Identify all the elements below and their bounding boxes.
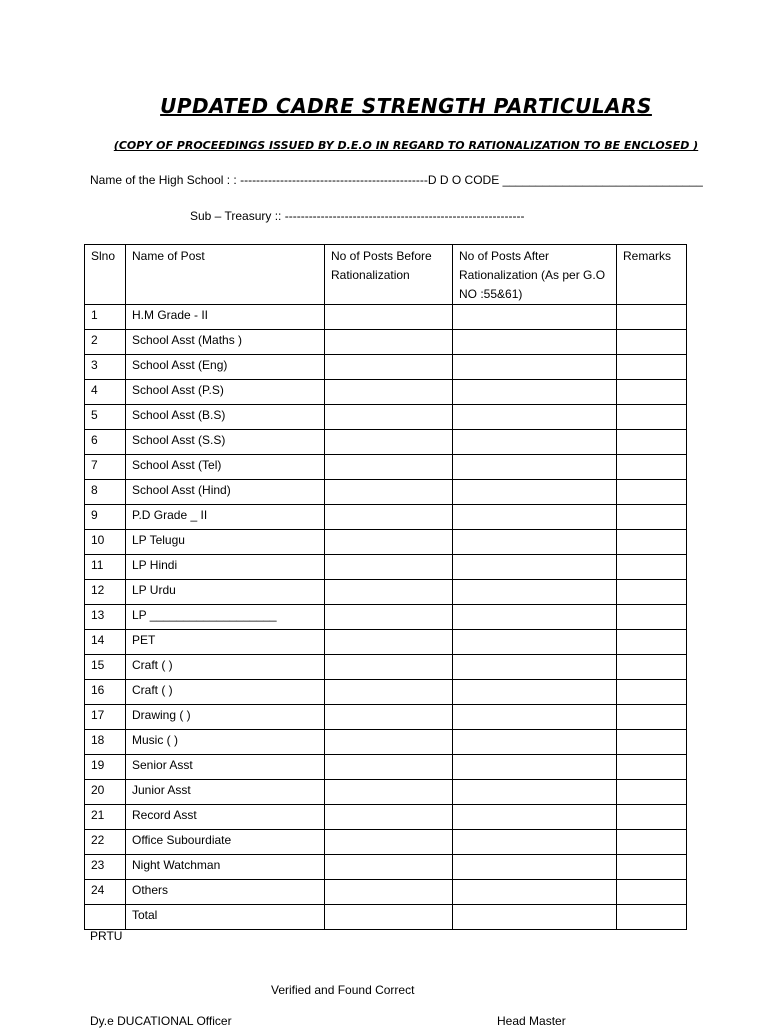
cell-posts-before[interactable] bbox=[325, 555, 453, 580]
cell-remarks[interactable] bbox=[617, 880, 687, 905]
cell-posts-after[interactable] bbox=[453, 905, 617, 930]
cell-posts-after[interactable] bbox=[453, 705, 617, 730]
cell-posts-after[interactable] bbox=[453, 505, 617, 530]
table-row bbox=[85, 655, 687, 680]
cell-slno: 9 bbox=[85, 505, 126, 530]
cell-slno: 7 bbox=[85, 455, 126, 480]
cell-name-of-post: School Asst (P.S) bbox=[126, 380, 325, 405]
cell-slno: 22 bbox=[85, 830, 126, 855]
cell-posts-after[interactable] bbox=[453, 630, 617, 655]
cell-remarks[interactable] bbox=[617, 605, 687, 630]
cell-name-of-post: LP Telugu bbox=[126, 530, 325, 555]
header-slno: Slno bbox=[85, 245, 126, 305]
cell-posts-after[interactable] bbox=[453, 805, 617, 830]
cell-remarks[interactable] bbox=[617, 305, 687, 330]
cell-posts-before[interactable] bbox=[325, 580, 453, 605]
cell-slno: 10 bbox=[85, 530, 126, 555]
table-row bbox=[85, 580, 687, 605]
table-row bbox=[85, 330, 687, 355]
cell-remarks[interactable] bbox=[617, 655, 687, 680]
table-row bbox=[85, 880, 687, 905]
cell-remarks[interactable] bbox=[617, 480, 687, 505]
document-title: UPDATED CADRE STRENGTH PARTICULARS bbox=[160, 94, 652, 118]
cell-posts-after[interactable] bbox=[453, 355, 617, 380]
cell-posts-after[interactable] bbox=[453, 430, 617, 455]
cell-name-of-post: Office Subourdiate bbox=[126, 830, 325, 855]
cell-posts-after[interactable] bbox=[453, 455, 617, 480]
cell-remarks[interactable] bbox=[617, 405, 687, 430]
header-posts-after: No of Posts After Rationalization (As per G.O NO :55&61) bbox=[453, 245, 617, 305]
cell-posts-after[interactable] bbox=[453, 405, 617, 430]
cell-remarks[interactable] bbox=[617, 505, 687, 530]
cell-posts-before[interactable] bbox=[325, 680, 453, 705]
cell-name-of-post: Total bbox=[126, 905, 325, 930]
table-row bbox=[85, 705, 687, 730]
cell-slno: 6 bbox=[85, 430, 126, 455]
cell-name-of-post: School Asst (Eng) bbox=[126, 355, 325, 380]
cell-name-of-post: LP Hindi bbox=[126, 555, 325, 580]
cell-slno: 11 bbox=[85, 555, 126, 580]
cell-name-of-post: LP ___________________ bbox=[126, 605, 325, 630]
cell-posts-before[interactable] bbox=[325, 480, 453, 505]
cell-posts-before[interactable] bbox=[325, 355, 453, 380]
table-body bbox=[85, 305, 687, 930]
cell-remarks[interactable] bbox=[617, 855, 687, 880]
table-row bbox=[85, 830, 687, 855]
cell-posts-after[interactable] bbox=[453, 580, 617, 605]
cell-slno: 12 bbox=[85, 580, 126, 605]
table-row bbox=[85, 355, 687, 380]
cell-slno: 4 bbox=[85, 380, 126, 405]
table-row bbox=[85, 905, 687, 930]
cell-posts-before[interactable] bbox=[325, 780, 453, 805]
cell-slno: 23 bbox=[85, 855, 126, 880]
cell-slno: 2 bbox=[85, 330, 126, 355]
cell-posts-before[interactable] bbox=[325, 830, 453, 855]
cadre-strength-table bbox=[84, 244, 687, 930]
table-row bbox=[85, 680, 687, 705]
table-row bbox=[85, 430, 687, 455]
cell-posts-before[interactable] bbox=[325, 855, 453, 880]
cell-remarks[interactable] bbox=[617, 530, 687, 555]
cell-remarks[interactable] bbox=[617, 905, 687, 930]
cell-posts-before[interactable] bbox=[325, 705, 453, 730]
cell-name-of-post: Others bbox=[126, 880, 325, 905]
cell-name-of-post: School Asst (Maths ) bbox=[126, 330, 325, 355]
table-row bbox=[85, 455, 687, 480]
table-row bbox=[85, 530, 687, 555]
cell-posts-after[interactable] bbox=[453, 730, 617, 755]
cell-remarks[interactable] bbox=[617, 705, 687, 730]
cell-name-of-post: Record Asst bbox=[126, 805, 325, 830]
cell-posts-before[interactable] bbox=[325, 305, 453, 330]
cell-name-of-post: School Asst (S.S) bbox=[126, 430, 325, 455]
cell-posts-before[interactable] bbox=[325, 505, 453, 530]
cell-posts-after[interactable] bbox=[453, 780, 617, 805]
cell-posts-after[interactable] bbox=[453, 880, 617, 905]
cell-posts-after[interactable] bbox=[453, 855, 617, 880]
cell-posts-before[interactable] bbox=[325, 405, 453, 430]
table-header-row bbox=[85, 245, 687, 305]
cell-posts-before[interactable] bbox=[325, 430, 453, 455]
table-row bbox=[85, 555, 687, 580]
cell-remarks[interactable] bbox=[617, 780, 687, 805]
cell-remarks[interactable] bbox=[617, 755, 687, 780]
cell-remarks[interactable] bbox=[617, 730, 687, 755]
head-master-signature-label: Head Master bbox=[497, 1014, 566, 1028]
header-remarks: Remarks bbox=[617, 245, 687, 305]
cell-slno: 1 bbox=[85, 305, 126, 330]
cell-slno: 21 bbox=[85, 805, 126, 830]
cell-slno: 17 bbox=[85, 705, 126, 730]
prtu-label: PRTU bbox=[90, 929, 123, 943]
cell-posts-after[interactable] bbox=[453, 830, 617, 855]
cell-name-of-post: P.D Grade _ II bbox=[126, 505, 325, 530]
cell-posts-before[interactable] bbox=[325, 880, 453, 905]
sub-treasury-line: Sub – Treasury :: ------------------------------------------------------------ bbox=[190, 209, 525, 223]
cell-remarks[interactable] bbox=[617, 330, 687, 355]
header-name-of-post: Name of Post bbox=[126, 245, 325, 305]
cell-remarks[interactable] bbox=[617, 630, 687, 655]
cell-remarks[interactable] bbox=[617, 680, 687, 705]
cell-slno: 20 bbox=[85, 780, 126, 805]
cell-posts-after[interactable] bbox=[453, 380, 617, 405]
cell-posts-before[interactable] bbox=[325, 630, 453, 655]
table-row bbox=[85, 780, 687, 805]
cell-name-of-post: H.M Grade - II bbox=[126, 305, 325, 330]
cell-name-of-post: School Asst (Hind) bbox=[126, 480, 325, 505]
table-row bbox=[85, 480, 687, 505]
cell-posts-after[interactable] bbox=[453, 305, 617, 330]
cell-name-of-post: Senior Asst bbox=[126, 755, 325, 780]
cell-posts-after[interactable] bbox=[453, 530, 617, 555]
cell-slno: 13 bbox=[85, 605, 126, 630]
cell-slno bbox=[85, 905, 126, 930]
cell-name-of-post: Junior Asst bbox=[126, 780, 325, 805]
cell-posts-before[interactable] bbox=[325, 805, 453, 830]
cell-posts-before[interactable] bbox=[325, 755, 453, 780]
cell-slno: 14 bbox=[85, 630, 126, 655]
cell-posts-before[interactable] bbox=[325, 330, 453, 355]
table-row bbox=[85, 755, 687, 780]
cell-posts-before[interactable] bbox=[325, 530, 453, 555]
cell-name-of-post: School Asst (B.S) bbox=[126, 405, 325, 430]
deo-signature-label: Dy.e DUCATIONAL Officer bbox=[90, 1014, 232, 1028]
cell-remarks[interactable] bbox=[617, 555, 687, 580]
cell-slno: 19 bbox=[85, 755, 126, 780]
cell-name-of-post: Night Watchman bbox=[126, 855, 325, 880]
cell-posts-before[interactable] bbox=[325, 655, 453, 680]
cell-slno: 8 bbox=[85, 480, 126, 505]
cell-posts-after[interactable] bbox=[453, 480, 617, 505]
cell-posts-after[interactable] bbox=[453, 555, 617, 580]
cell-remarks[interactable] bbox=[617, 380, 687, 405]
cell-remarks[interactable] bbox=[617, 430, 687, 455]
cell-posts-after[interactable] bbox=[453, 605, 617, 630]
cell-posts-before[interactable] bbox=[325, 455, 453, 480]
cell-remarks[interactable] bbox=[617, 805, 687, 830]
cell-slno: 3 bbox=[85, 355, 126, 380]
document-subtitle: (COPY OF PROCEEDINGS ISSUED BY D.E.O IN REGARD TO RATIONALIZATION TO BE ENCLOSED ) bbox=[113, 139, 699, 152]
cell-posts-after[interactable] bbox=[453, 655, 617, 680]
table-row bbox=[85, 855, 687, 880]
cell-name-of-post: Craft ( ) bbox=[126, 655, 325, 680]
cell-slno: 5 bbox=[85, 405, 126, 430]
school-name-line: Name of the High School : : -----------------------------------------------D D O CODE ______________________________ bbox=[90, 173, 703, 187]
cell-name-of-post: LP Urdu bbox=[126, 580, 325, 605]
cell-remarks[interactable] bbox=[617, 830, 687, 855]
cell-posts-after[interactable] bbox=[453, 755, 617, 780]
cell-name-of-post: Music ( ) bbox=[126, 730, 325, 755]
cell-posts-after[interactable] bbox=[453, 330, 617, 355]
table-row bbox=[85, 405, 687, 430]
cell-posts-before[interactable] bbox=[325, 905, 453, 930]
cell-remarks[interactable] bbox=[617, 580, 687, 605]
cell-posts-after[interactable] bbox=[453, 680, 617, 705]
table-row bbox=[85, 805, 687, 830]
verified-statement: Verified and Found Correct bbox=[271, 983, 415, 997]
cell-posts-before[interactable] bbox=[325, 730, 453, 755]
cell-remarks[interactable] bbox=[617, 355, 687, 380]
cell-name-of-post: School Asst (Tel) bbox=[126, 455, 325, 480]
cell-slno: 16 bbox=[85, 680, 126, 705]
cell-remarks[interactable] bbox=[617, 455, 687, 480]
cell-slno: 24 bbox=[85, 880, 126, 905]
table-row bbox=[85, 505, 687, 530]
table-row bbox=[85, 605, 687, 630]
cell-name-of-post: Drawing ( ) bbox=[126, 705, 325, 730]
header-posts-before: No of Posts Before Rationalization bbox=[325, 245, 453, 305]
table-row bbox=[85, 305, 687, 330]
cell-posts-before[interactable] bbox=[325, 380, 453, 405]
cell-name-of-post: Craft ( ) bbox=[126, 680, 325, 705]
table-row bbox=[85, 630, 687, 655]
cell-name-of-post: PET bbox=[126, 630, 325, 655]
table-row bbox=[85, 730, 687, 755]
cell-posts-before[interactable] bbox=[325, 605, 453, 630]
cell-slno: 18 bbox=[85, 730, 126, 755]
table-row bbox=[85, 380, 687, 405]
cell-slno: 15 bbox=[85, 655, 126, 680]
